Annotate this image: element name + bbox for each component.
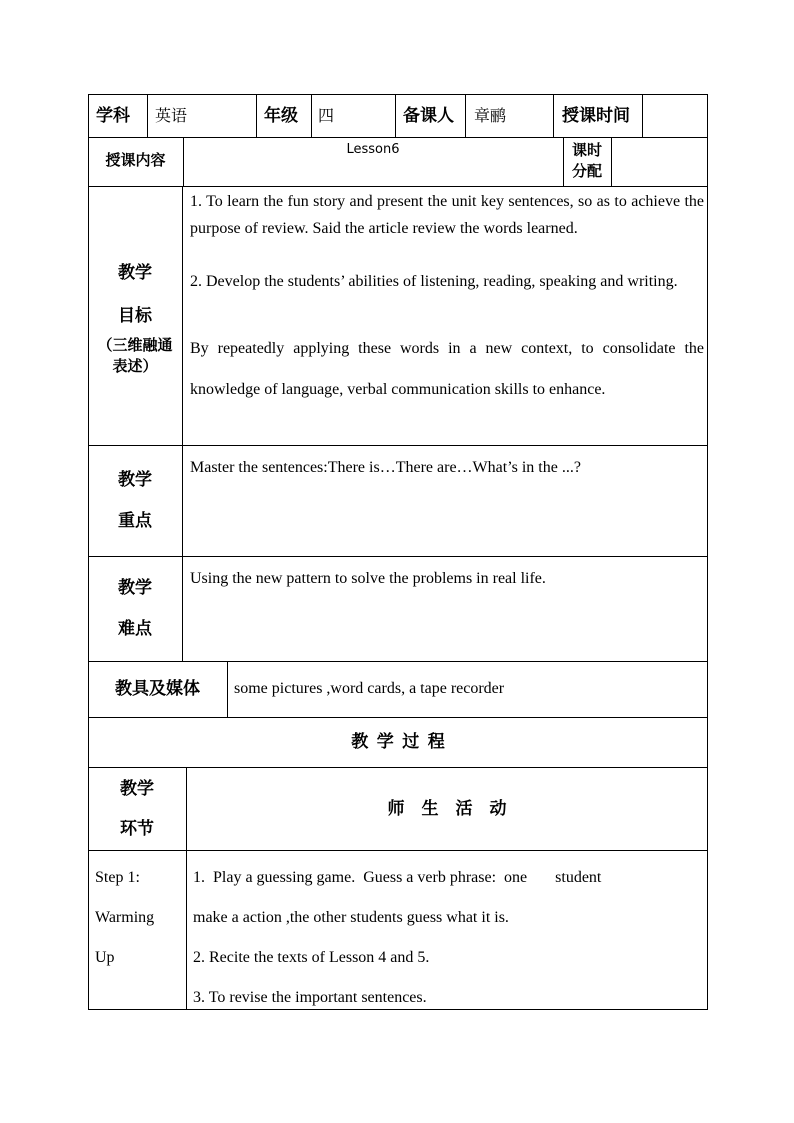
objective-item-2: 2. Develop the students’ abilities of listening, reading, speaking and writing. <box>190 273 678 290</box>
teaching-time-label: 授课时间 <box>562 106 630 125</box>
col-divider <box>311 94 312 137</box>
objectives-label-2: 目标 <box>118 306 152 325</box>
step1-line-4: 3. To revise the important sentences. <box>193 989 427 1006</box>
step1-label-1: Step 1: <box>95 869 140 886</box>
col-divider <box>256 94 257 137</box>
duration-label-2: 分配 <box>571 164 602 180</box>
preparer-value: 章鹂 <box>474 106 507 125</box>
col-divider <box>611 137 612 186</box>
grade-label: 年级 <box>264 106 298 125</box>
difficulties-text: Using the new pattern to solve the problems in real life. <box>190 570 546 587</box>
col-divider <box>465 94 466 137</box>
preparer-label: 备课人 <box>403 106 454 125</box>
step1-line-1: 1. Play a guessing game. Guess a verb phrase: one student <box>193 869 602 886</box>
difficulties-label-1: 教学 <box>118 578 152 597</box>
row-divider <box>88 186 708 187</box>
content-value: Lesson6 <box>346 142 400 157</box>
objectives-label-1: 教学 <box>118 263 152 282</box>
media-label: 教具及媒体 <box>115 679 200 698</box>
col-divider <box>642 94 643 137</box>
col-divider <box>147 94 148 137</box>
key-points-text: Master the sentences:There is…There are…What’s in the ...? <box>190 459 581 476</box>
grade-value: 四 <box>318 106 335 125</box>
col-divider <box>182 186 183 661</box>
key-points-label-2: 重点 <box>118 511 152 530</box>
step1-label-3: Up <box>95 949 115 966</box>
step1-line-3: 2. Recite the texts of Lesson 4 and 5. <box>193 949 430 966</box>
objectives-label-4: 表述） <box>112 359 158 375</box>
process-stage-label-1: 教学 <box>120 779 154 798</box>
col-divider <box>553 94 554 137</box>
content-label: 授课内容 <box>105 153 166 169</box>
teacher-student-activity-header: 师 生 活 动 <box>387 799 507 818</box>
subject-value: 英语 <box>155 106 188 125</box>
objective-item-1: 1. To learn the fun story and present the unit key sentences, so as to achieve the purpose of review. Said the article review the words learned. <box>190 193 704 237</box>
objective-item-3: By repeatedly applying these words in a new context, to consolidate the knowledge of language, verbal communication skills to enhance. <box>190 340 704 398</box>
step1-line-2: make a action ,the other students guess what it is. <box>193 909 509 926</box>
difficulties-label-2: 难点 <box>118 619 152 638</box>
duration-label-1: 课时 <box>571 143 602 159</box>
step1-label-2: Warming <box>95 909 155 926</box>
row-divider <box>88 556 708 557</box>
subject-label: 学科 <box>96 106 130 125</box>
col-divider <box>227 661 228 717</box>
media-text: some pictures ,word cards, a tape recorder <box>234 680 505 697</box>
key-points-label-1: 教学 <box>118 470 152 489</box>
row-divider <box>88 850 708 851</box>
process-title: 教 学 过 程 <box>351 732 445 751</box>
process-stage-label-2: 环节 <box>120 819 154 838</box>
objectives-label-3: （三维融通 <box>97 338 173 354</box>
col-divider <box>395 94 396 137</box>
row-divider <box>88 445 708 446</box>
